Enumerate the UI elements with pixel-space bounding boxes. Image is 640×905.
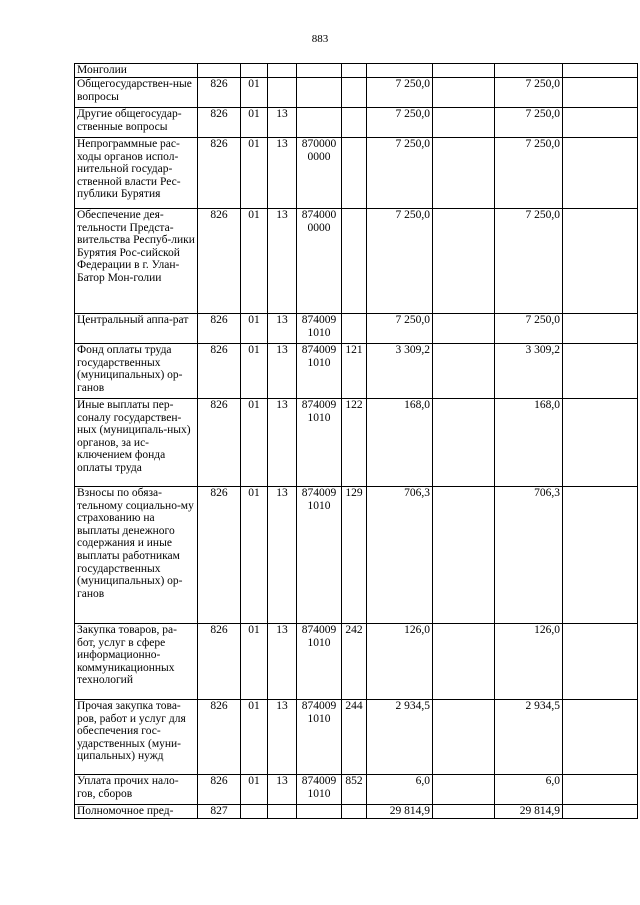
cell-sum-4 [563,314,638,344]
cell-pr: 13 [268,209,297,314]
table-row [75,399,638,487]
cell-sum-1: 168,0 [367,399,433,487]
cell-vr: 129 [342,487,367,624]
table-row [75,64,638,78]
cell-pr: 13 [268,108,297,138]
cell-sum-4 [563,700,638,775]
cell-pr: 13 [268,314,297,344]
cell-csr [297,64,342,78]
cell-vr [342,108,367,138]
cell-ved: 826 [198,624,241,700]
cell-sum-2 [433,624,495,700]
cell-csr: 874009 1010 [297,344,342,399]
table-row [75,138,638,209]
page-number: 883 [311,33,329,45]
cell-sum-1 [367,64,433,78]
cell-csr: 874009 1010 [297,314,342,344]
cell-pr: 13 [268,700,297,775]
cell-sum-4 [563,209,638,314]
cell-name: Прочая закупка това-ров, работ и услуг для обеспечения гос-ударственных (муни-ципальных) нужд [75,700,198,775]
cell-sum-3: 7 250,0 [495,209,563,314]
cell-ved: 827 [198,805,241,819]
cell-ved: 826 [198,108,241,138]
cell-sum-2 [433,775,495,805]
cell-name: Непрограммные рас-ходы органов испол-нительной государ-ственной власти Рес-публики Бурятия [75,138,198,209]
cell-sum-3: 7 250,0 [495,138,563,209]
cell-sum-2 [433,399,495,487]
cell-sum-4 [563,108,638,138]
cell-sum-3: 126,0 [495,624,563,700]
cell-sum-3: 7 250,0 [495,78,563,108]
table-row [75,487,638,624]
cell-sum-2 [433,138,495,209]
table-row [75,78,638,108]
cell-vr [342,64,367,78]
table-row [75,624,638,700]
cell-sum-2 [433,209,495,314]
cell-name: Обеспечение дея-тельности Предста-вительства Респуб-лики Бурятия Рос-сийской Федерации в г. Улан-Батор Мон-голии [75,209,198,314]
cell-sum-1: 7 250,0 [367,78,433,108]
cell-sum-4 [563,78,638,108]
cell-rz: 01 [241,700,268,775]
cell-csr [297,805,342,819]
cell-sum-4 [563,138,638,209]
cell-pr [268,64,297,78]
cell-pr [268,78,297,108]
cell-name: Монголии [75,64,198,78]
cell-sum-1: 3 309,2 [367,344,433,399]
cell-rz [241,64,268,78]
cell-name: Общегосударствен-ные вопросы [75,78,198,108]
cell-name: Другие общегосудар-ственные вопросы [75,108,198,138]
cell-rz: 01 [241,314,268,344]
table-row [75,805,638,819]
cell-sum-2 [433,344,495,399]
cell-vr: 121 [342,344,367,399]
cell-vr [342,138,367,209]
cell-ved [198,64,241,78]
cell-vr: 242 [342,624,367,700]
cell-sum-1: 7 250,0 [367,314,433,344]
table-row [75,209,638,314]
cell-sum-4 [563,399,638,487]
cell-sum-4 [563,64,638,78]
cell-name: Центральный аппа-рат [75,314,198,344]
cell-sum-4 [563,805,638,819]
cell-csr: 874009 1010 [297,700,342,775]
cell-sum-2 [433,805,495,819]
cell-vr: 122 [342,399,367,487]
cell-sum-1: 29 814,9 [367,805,433,819]
cell-sum-3: 3 309,2 [495,344,563,399]
cell-csr [297,108,342,138]
cell-csr [297,78,342,108]
cell-sum-1: 6,0 [367,775,433,805]
cell-sum-1: 7 250,0 [367,138,433,209]
cell-vr [342,805,367,819]
cell-sum-3: 168,0 [495,399,563,487]
cell-rz: 01 [241,399,268,487]
table-row [75,700,638,775]
cell-pr [268,805,297,819]
cell-sum-4 [563,344,638,399]
table-row [75,314,638,344]
cell-rz [241,805,268,819]
cell-vr [342,78,367,108]
cell-csr: 874009 1010 [297,487,342,624]
cell-sum-3: 29 814,9 [495,805,563,819]
cell-vr: 852 [342,775,367,805]
cell-rz: 01 [241,775,268,805]
cell-pr: 13 [268,138,297,209]
cell-sum-3: 7 250,0 [495,314,563,344]
cell-rz: 01 [241,78,268,108]
cell-rz: 01 [241,487,268,624]
cell-csr: 874000 0000 [297,209,342,314]
cell-vr: 244 [342,700,367,775]
table-row [75,344,638,399]
cell-ved: 826 [198,344,241,399]
cell-csr: 874009 1010 [297,624,342,700]
cell-rz: 01 [241,344,268,399]
cell-sum-2 [433,108,495,138]
cell-pr: 13 [268,399,297,487]
cell-sum-3: 6,0 [495,775,563,805]
cell-sum-1: 2 934,5 [367,700,433,775]
cell-vr [342,209,367,314]
cell-name: Фонд оплаты труда государственных (муниципальных) ор-ганов [75,344,198,399]
cell-sum-3: 706,3 [495,487,563,624]
cell-sum-2 [433,700,495,775]
cell-sum-4 [563,624,638,700]
cell-sum-1: 126,0 [367,624,433,700]
table-row [75,108,638,138]
cell-sum-4 [563,775,638,805]
cell-ved: 826 [198,399,241,487]
cell-sum-2 [433,64,495,78]
cell-ved: 826 [198,209,241,314]
cell-csr: 870000 0000 [297,138,342,209]
cell-rz: 01 [241,209,268,314]
cell-csr: 874009 1010 [297,775,342,805]
budget-table [74,63,638,819]
cell-ved: 826 [198,78,241,108]
cell-sum-3 [495,64,563,78]
cell-ved: 826 [198,700,241,775]
cell-sum-2 [433,487,495,624]
cell-pr: 13 [268,487,297,624]
cell-csr: 874009 1010 [297,399,342,487]
cell-ved: 826 [198,138,241,209]
cell-sum-1: 7 250,0 [367,108,433,138]
cell-rz: 01 [241,624,268,700]
cell-pr: 13 [268,624,297,700]
cell-name: Взносы по обяза-тельному социально-му страхованию на выплаты денежного содержания и иные выплаты работникам государственных (муниципальных) ор-ганов [75,487,198,624]
cell-sum-2 [433,78,495,108]
cell-sum-1: 706,3 [367,487,433,624]
cell-name: Уплата прочих нало-гов, сборов [75,775,198,805]
cell-rz: 01 [241,138,268,209]
cell-pr: 13 [268,775,297,805]
cell-ved: 826 [198,775,241,805]
cell-sum-2 [433,314,495,344]
cell-pr: 13 [268,344,297,399]
table-row [75,775,638,805]
cell-name: Полномочное пред- [75,805,198,819]
cell-rz: 01 [241,108,268,138]
cell-name: Иные выплаты пер-соналу государствен-ных (муниципаль-ных) органов, за ис-ключением фонда оплаты труда [75,399,198,487]
cell-name: Закупка товаров, ра-бот, услуг в сфере информационно-коммуникационных технологий [75,624,198,700]
cell-ved: 826 [198,487,241,624]
cell-sum-4 [563,487,638,624]
cell-sum-3: 2 934,5 [495,700,563,775]
cell-ved: 826 [198,314,241,344]
cell-vr [342,314,367,344]
cell-sum-3: 7 250,0 [495,108,563,138]
cell-sum-1: 7 250,0 [367,209,433,314]
